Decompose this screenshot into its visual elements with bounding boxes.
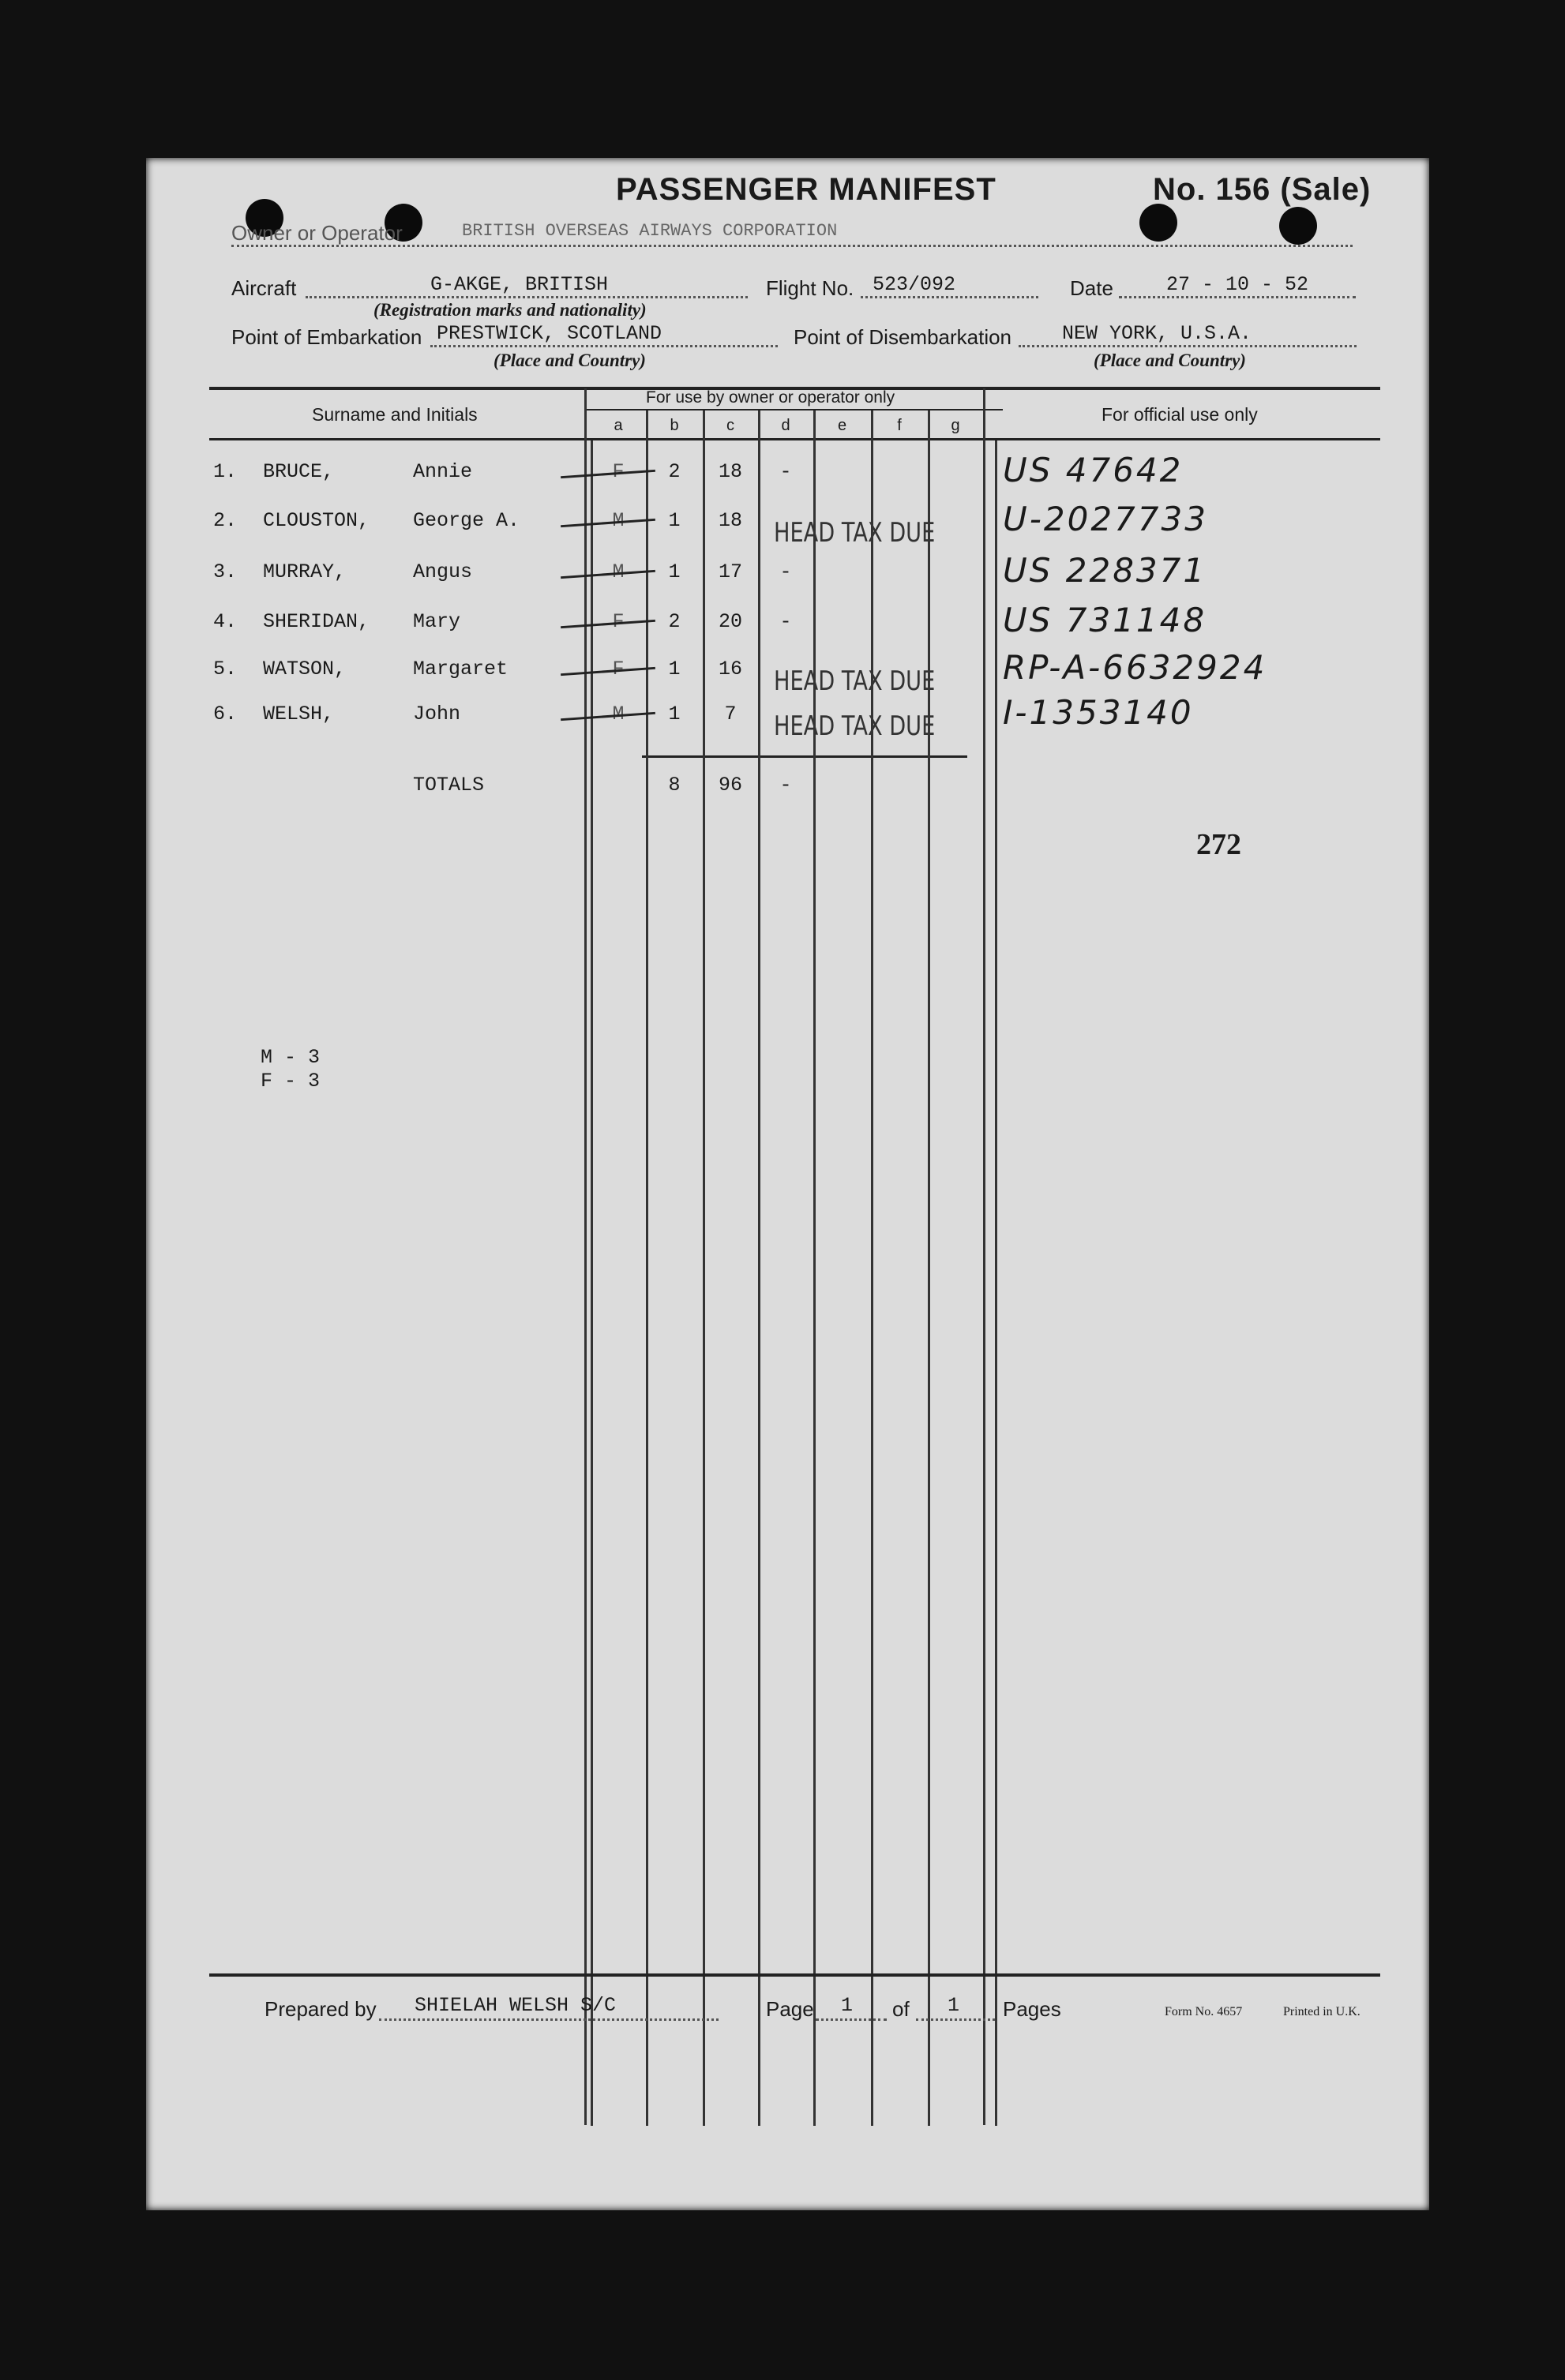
row-col-c: 18 <box>718 509 742 532</box>
table-header-rule <box>209 438 1380 440</box>
row-col-c: 20 <box>718 610 742 633</box>
date-label: Date <box>1070 276 1113 300</box>
manifest-paper <box>146 158 1429 2210</box>
date-underline <box>1119 296 1356 298</box>
official-number: US 731148 <box>1003 601 1207 639</box>
row-surname: WELSH, <box>263 703 335 725</box>
disembark-underline <box>1019 345 1357 347</box>
row-number: 2. <box>213 509 238 532</box>
head-tax-stamp: HEAD TAX DUE <box>774 710 936 742</box>
totals-label: TOTALS <box>413 774 485 796</box>
row-number: 1. <box>213 460 238 483</box>
sub-column-header: c <box>726 417 734 434</box>
col-header-owner: For use by owner or operator only <box>646 388 895 407</box>
embark-underline <box>430 345 778 347</box>
row-given-name: Angus <box>413 560 473 583</box>
official-number: I-1353140 <box>1003 693 1194 732</box>
embark-note: (Place and Country) <box>494 350 646 370</box>
row-given-name: Margaret <box>413 658 509 680</box>
prepared-value: SHIELAH WELSH S/C <box>415 1994 617 2017</box>
col-line <box>591 440 593 2126</box>
form-number: Form No. 4657 <box>1165 2005 1243 2018</box>
sub-column-header: b <box>670 417 679 434</box>
of-underline <box>916 2018 995 2021</box>
flight-value: 523/092 <box>873 273 956 296</box>
page-value: 1 <box>841 1994 854 2017</box>
row-col-b: 1 <box>668 560 681 583</box>
row-col-b: 2 <box>668 460 681 483</box>
punch-hole <box>1279 207 1317 245</box>
col-line <box>995 440 997 2126</box>
of-label: of <box>892 1997 910 2021</box>
row-col-b: 2 <box>668 610 681 633</box>
sub-column-header: f <box>897 417 902 434</box>
pages-label: Pages <box>1003 1997 1061 2021</box>
row-col-b: 1 <box>668 509 681 532</box>
page-label: Page <box>766 1997 814 2021</box>
head-tax-stamp: HEAD TAX DUE <box>774 665 936 697</box>
row-surname: CLOUSTON, <box>263 509 370 532</box>
of-value: 1 <box>948 1994 960 2017</box>
row-surname: BRUCE, <box>263 460 335 483</box>
row-given-name: Annie <box>413 460 473 483</box>
col-header-official: For official use only <box>1102 404 1258 425</box>
sub-column-header: a <box>614 417 623 434</box>
owner-label: Owner or Operator <box>231 221 403 245</box>
official-number: U-2027733 <box>1003 500 1208 538</box>
flight-underline <box>861 296 1038 298</box>
head-tax-stamp: HEAD TAX DUE <box>774 517 936 549</box>
row-col-c: 17 <box>718 560 742 583</box>
official-number: RP-A-6632924 <box>1003 648 1267 687</box>
aircraft-label: Aircraft <box>231 276 297 300</box>
row-col-c: 16 <box>718 658 742 680</box>
row-number: 5. <box>213 658 238 680</box>
row-surname: WATSON, <box>263 658 347 680</box>
punch-hole <box>1139 204 1177 242</box>
row-given-name: Mary <box>413 610 461 633</box>
sub-column-header: d <box>781 417 790 434</box>
date-value: 27 - 10 - 52 <box>1166 273 1309 296</box>
row-col-b: 1 <box>668 658 681 680</box>
embark-value: PRESTWICK, SCOTLAND <box>437 322 662 345</box>
official-number: US 228371 <box>1003 551 1207 590</box>
row-col-d: - <box>779 460 792 483</box>
row-col-b: 1 <box>668 703 681 725</box>
row-number: 4. <box>213 610 238 633</box>
footer-rule <box>209 1973 1380 1977</box>
disembark-label: Point of Disembarkation <box>794 325 1012 349</box>
totals-rule <box>642 755 967 758</box>
manifest-number: No. 156 (Sale) <box>1153 172 1372 207</box>
row-number: 3. <box>213 560 238 583</box>
totals-d: - <box>779 774 792 796</box>
page-underline <box>816 2018 887 2021</box>
row-surname: MURRAY, <box>263 560 347 583</box>
male-count: M - 3 <box>261 1046 321 1069</box>
row-number: 6. <box>213 703 238 725</box>
official-number: US 47642 <box>1003 451 1184 489</box>
owner-underline <box>231 245 1353 247</box>
sub-column-header: e <box>837 417 847 434</box>
aircraft-underline <box>306 296 748 298</box>
disembark-note: (Place and Country) <box>1094 350 1246 370</box>
row-surname: SHERIDAN, <box>263 610 370 633</box>
owner-value: BRITISH OVERSEAS AIRWAYS CORPORATION <box>462 221 838 241</box>
embark-label: Point of Embarkation <box>231 325 422 349</box>
aircraft-value: G-AKGE, BRITISH <box>430 273 609 296</box>
printed-in: Printed in U.K. <box>1283 2005 1360 2018</box>
page-title: PASSENGER MANIFEST <box>616 172 996 207</box>
female-count: F - 3 <box>261 1070 321 1093</box>
col-line <box>584 388 587 2125</box>
col-line <box>758 410 760 2126</box>
prepared-underline <box>379 2018 719 2021</box>
prepared-label: Prepared by <box>265 1997 377 2021</box>
row-given-name: John <box>413 703 461 725</box>
sub-column-header: g <box>951 417 960 434</box>
flight-label: Flight No. <box>766 276 854 300</box>
row-col-d: - <box>779 610 792 633</box>
aircraft-note: (Registration marks and nationality) <box>373 300 647 320</box>
row-col-c: 7 <box>724 703 737 725</box>
col-line <box>983 388 985 2125</box>
row-given-name: George A. <box>413 509 520 532</box>
row-col-d: - <box>779 560 792 583</box>
page-stamp: 272 <box>1196 828 1241 861</box>
row-col-c: 18 <box>718 460 742 483</box>
totals-b: 8 <box>668 774 681 796</box>
col-header-name: Surname and Initials <box>312 404 478 425</box>
totals-c: 96 <box>718 774 742 796</box>
disembark-value: NEW YORK, U.S.A. <box>1062 322 1252 345</box>
